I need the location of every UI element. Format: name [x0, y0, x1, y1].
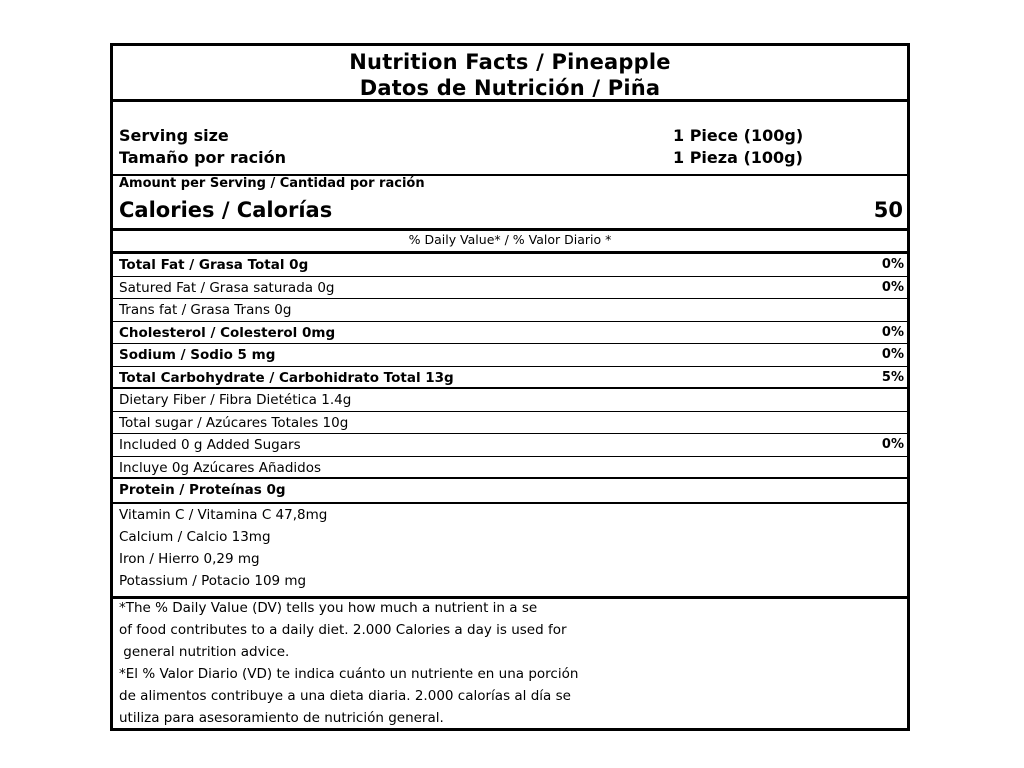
footnote-line: general nutrition advice.: [119, 644, 290, 660]
nutrient-name: Total Fat / Grasa Total 0g: [119, 257, 309, 273]
footnote-line: utiliza para asesoramiento de nutrición general.: [119, 710, 444, 726]
nutrient-row-cholesterol: [113, 322, 907, 345]
nutrient-row-protein: [113, 479, 907, 502]
serving-size-value: 1 Piece (100g): [673, 126, 804, 145]
nutrient-name: Total sugar / Azúcares Totales 10g: [119, 414, 349, 431]
nutrient-name: Sodium / Sodio 5 mg: [119, 347, 276, 363]
nutrient-row-total-sugar: [113, 412, 907, 435]
footnote-line: de alimentos contribuye a una dieta diaria. 2.000 calorías al día se: [119, 688, 571, 704]
nutrient-row-dietary-fiber: [113, 389, 907, 412]
nutrition-label: [110, 43, 910, 731]
calcium: Calcium / Calcio 13mg: [119, 529, 271, 545]
title-spanish: Datos de Nutrición / Piña: [359, 76, 661, 100]
nutrient-row-total-carbohydrate: [113, 367, 907, 390]
nutrient-dv: 0%: [881, 279, 904, 295]
nutrient-name: Dietary Fiber / Fibra Dietética 1.4g: [119, 392, 352, 408]
nutrient-row-added-sugars-es: [113, 457, 907, 480]
nutrient-dv: 5%: [881, 369, 904, 385]
nutrient-name: Trans fat / Grasa Trans 0g: [119, 302, 292, 318]
nutrient-dv: 0%: [881, 324, 904, 340]
footnote-line: *The % Daily Value (DV) tells you how much a nutrient in a se: [119, 600, 538, 616]
footnote-line: of food contributes to a daily diet. 2.000 Calories a day is used for: [119, 622, 567, 638]
nutrient-row-total-fat: [113, 254, 907, 277]
potassium: Potassium / Potacio 109 mg: [119, 573, 307, 589]
iron: Iron / Hierro 0,29 mg: [119, 551, 260, 567]
label-title: [113, 46, 907, 102]
nutrient-row-added-sugars: [113, 434, 907, 457]
calories-label: Calories / Calorías: [119, 198, 333, 222]
title-english: Nutrition Facts / Pineapple: [349, 50, 671, 74]
nutrient-dv: 0%: [881, 437, 904, 452]
nutrient-name: Incluye 0g Azúcares Añadidos: [119, 459, 322, 476]
nutrient-dv: 0%: [881, 257, 904, 272]
serving-size-label-es: Tamaño por ración: [119, 148, 287, 167]
footnote-line: *El % Valor Diario (VD) te indica cuánto un nutriente en una porción: [119, 666, 579, 682]
amount-per-serving: Amount per Serving / Cantidad por ración: [119, 176, 425, 191]
nutrient-row-saturated-fat: [113, 277, 907, 300]
nutrient-name: Protein / Proteínas 0g: [119, 482, 286, 498]
serving-size-label: Serving size: [119, 126, 229, 145]
calories-section: [113, 176, 907, 231]
serving-section: [113, 105, 907, 176]
serving-size-value-es: 1 Pieza (100g): [673, 148, 803, 167]
vitamin-c: Vitamin C / Vitamina C 47,8mg: [119, 507, 328, 523]
calories-value: 50: [873, 198, 903, 222]
daily-value-header: % Daily Value* / % Valor Diario *: [113, 231, 907, 254]
nutrient-name: Total Carbohydrate / Carbohidrato Total 13g: [119, 369, 454, 386]
nutrient-dv: 0%: [881, 347, 904, 362]
nutrient-row-sodium: [113, 344, 907, 367]
nutrient-name: Cholesterol / Colesterol 0mg: [119, 324, 336, 341]
nutrient-rows: [113, 254, 907, 502]
nutrient-name: Included 0 g Added Sugars: [119, 437, 301, 453]
vitamins-section: [113, 502, 907, 599]
nutrient-name: Satured Fat / Grasa saturada 0g: [119, 279, 335, 296]
footnote-section: [113, 597, 907, 728]
nutrient-row-trans-fat: [113, 299, 907, 322]
